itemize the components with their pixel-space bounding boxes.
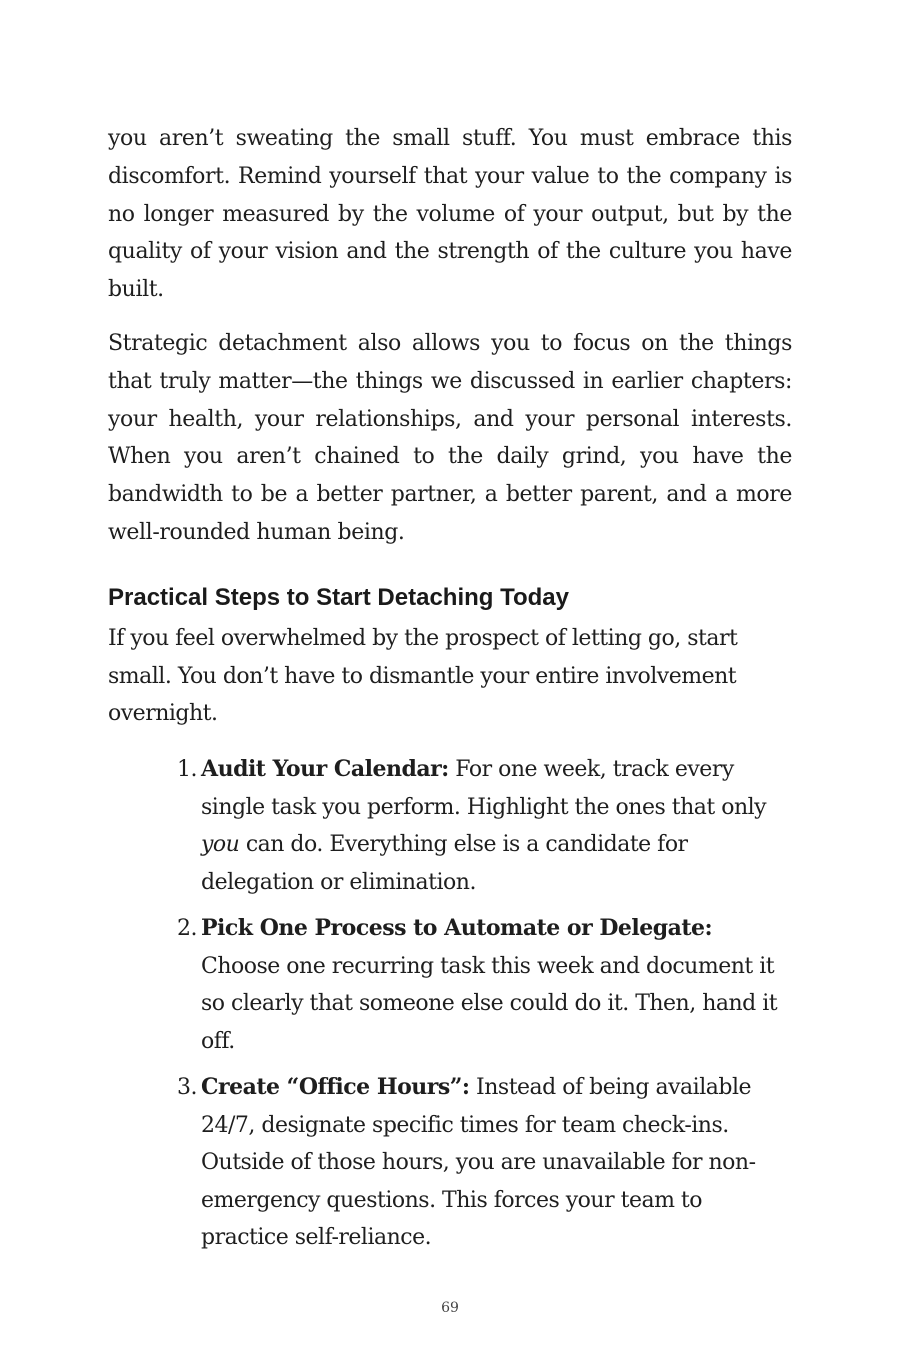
steps-list	[108, 751, 792, 1257]
list-item-title: Audit Your Calendar:	[201, 756, 449, 783]
list-item-number: 1.	[177, 757, 197, 783]
page-number: 69	[441, 1300, 459, 1316]
section-intro: If you feel overwhelmed by the prospect of letting go, start small. You don’t have to dismantle your entire involvement overnight.	[108, 625, 738, 727]
list-item-emphasis: you	[201, 832, 240, 858]
body-paragraph: you aren’t sweating the small stuff. You must embrace this discomfort. Remind yourself that your value to the company is no longer measured by the volume of your output, but by the quality of your vision and the strength of the culture you have built.	[108, 126, 792, 303]
list-item-text: For one week, track every single task you perform. Highlight the ones that only	[201, 757, 767, 820]
list-item-text: can do. Everything else is a candidate for delegation or elimination.	[201, 832, 688, 895]
list-item-text: Choose one recurring task this week and document it so clearly that someone else could do it. Then, hand it off.	[201, 953, 778, 1054]
section-heading: Practical Steps to Start Detaching Today	[108, 583, 570, 611]
list-item-title: Pick One Process to Automate or Delegate:	[201, 915, 713, 942]
list-item	[177, 751, 792, 901]
body-paragraph: Strategic detachment also allows you to focus on the things that truly matter—the things we discussed in earlier chapters: your health, your relationships, and your personal interests. When you aren’t chained to the daily grind, you have the bandwidth to be a better partner, a better parent, and a more well-rounded human being.	[108, 330, 792, 545]
list-item-number: 3.	[177, 1075, 197, 1101]
list-item-title: Create “Office Hours”:	[201, 1074, 470, 1101]
list-item	[177, 910, 792, 1060]
list-item-number: 2.	[177, 916, 197, 942]
list-item-text: Instead of being available 24/7, designate specific times for team check-ins. Outside of those hours, you are unavailable for non-emergency questions. This forces your team to practice self-reliance.	[201, 1075, 756, 1251]
page-content	[108, 120, 792, 1257]
list-item	[177, 1069, 792, 1257]
